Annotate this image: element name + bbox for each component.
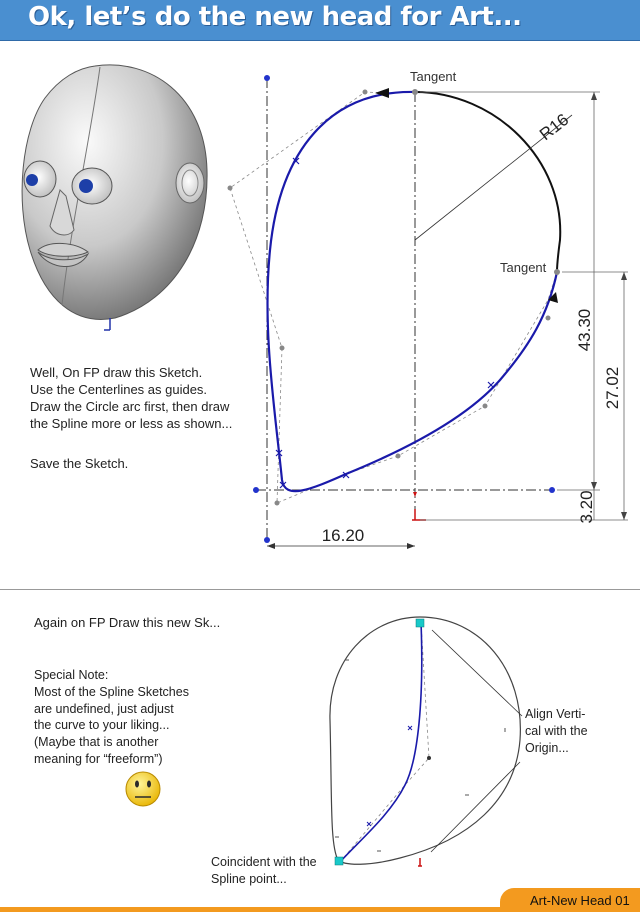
offset-dimension: 3.20 xyxy=(577,490,596,524)
note-line: meaning for “freeform”) xyxy=(34,751,163,766)
special-note-title: Special Note: xyxy=(34,668,109,682)
instruction-line: Use the Centerlines as guides. xyxy=(30,382,208,397)
note-line: the curve to your liking... xyxy=(34,718,170,733)
tangent-label-top: Tangent xyxy=(410,69,457,84)
instruction-line: the Spline more or less as shown... xyxy=(30,416,233,431)
page-label: Art-New Head 01 xyxy=(530,893,630,908)
align-leader xyxy=(432,630,522,716)
page-title: Ok, let’s do the new head for Art... xyxy=(28,2,522,32)
step2-intro: Again on FP Draw this new Sk... xyxy=(34,615,221,630)
neutral-face-icon xyxy=(126,772,160,806)
note-line: cal with the xyxy=(525,724,588,738)
note-line: Align Verti- xyxy=(525,707,586,721)
instruction-line: Draw the Circle arc first, then draw xyxy=(30,399,230,414)
note-line: Coincident with the xyxy=(211,855,317,869)
jaw-spline xyxy=(340,622,422,862)
coincident-relation-icon xyxy=(335,857,343,865)
note-line: Spline point... xyxy=(211,872,287,886)
instruction-line: Well, On FP draw this Sketch. xyxy=(30,365,203,380)
vertical-relation-icon xyxy=(416,619,424,627)
note-line: Origin... xyxy=(525,741,569,755)
width-dimension: 16.20 xyxy=(321,526,365,545)
note-line: (Maybe that is another xyxy=(34,735,159,750)
head-profile-outline xyxy=(330,617,520,864)
note-line: are undefined, just adjust xyxy=(34,701,174,716)
height-mid-dimension: 27.02 xyxy=(603,366,622,410)
radius-dimension: R16 xyxy=(536,110,573,145)
save-note: Save the Sketch. xyxy=(30,456,129,471)
origin-icon xyxy=(418,858,422,866)
note-line: Most of the Spline Sketches xyxy=(34,684,189,699)
height-total-dimension: 43.30 xyxy=(575,308,594,352)
tangent-label-right: Tangent xyxy=(500,260,547,275)
